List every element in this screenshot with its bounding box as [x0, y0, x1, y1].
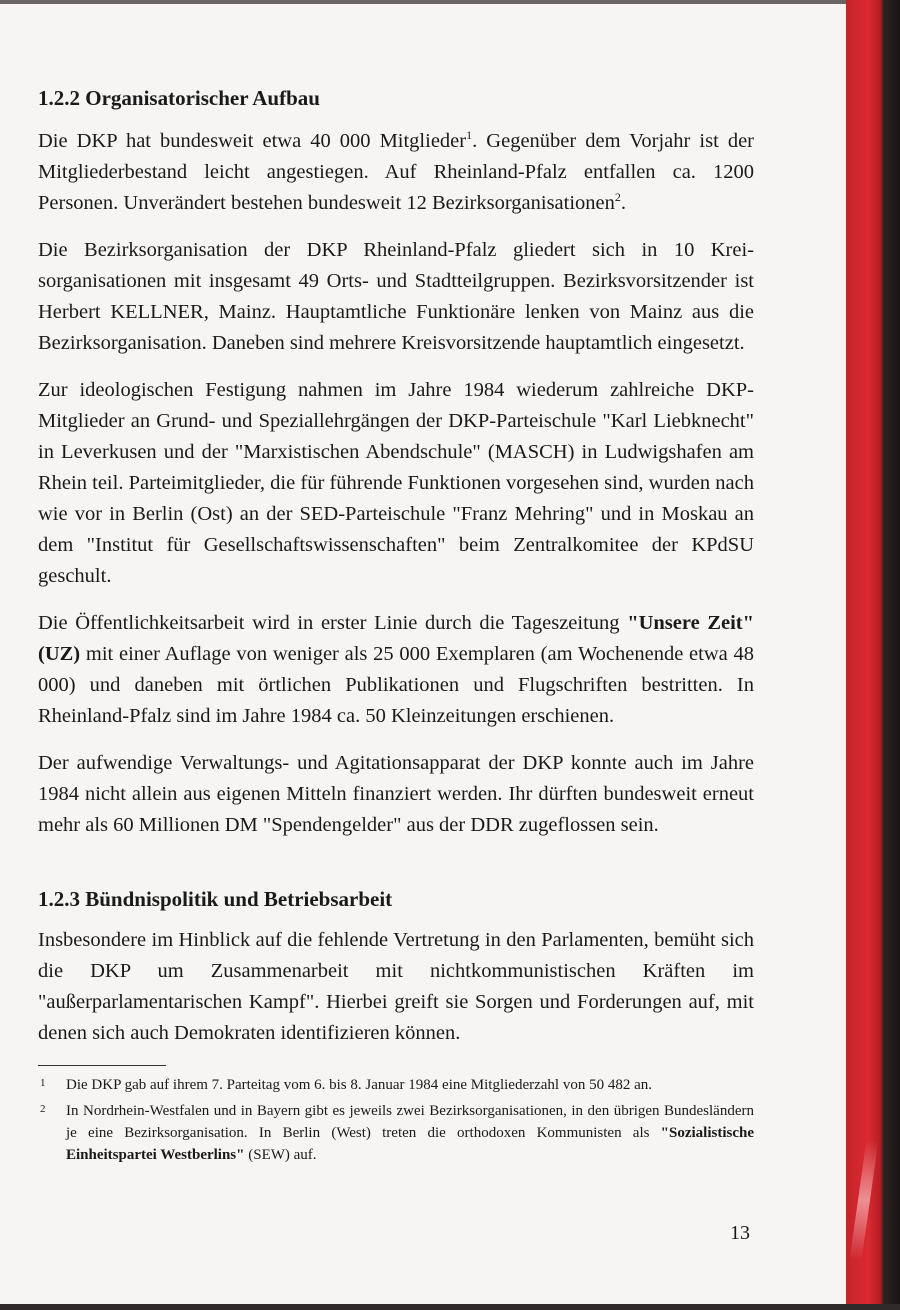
paragraph-text: Die DKP hat bundesweit etwa 40 000 Mitglieder — [38, 130, 467, 152]
scan-bottom-edge — [0, 1304, 900, 1310]
footnote-text-part: (SEW) auf. — [244, 1147, 317, 1163]
footnote-1 — [38, 1074, 754, 1096]
paragraph-text: . Gegenüber dem Vorjahr ist der Mitgliederbestand leicht angestiegen. Auf Rheinland-Pfalz entfallen ca. 1200 Personen. Unverändert bestehen bundesweit 12 Bezirksorganisationen — [38, 130, 754, 214]
paragraph-zusammenarbeit: Insbesondere im Hinblick auf die fehlende Vertretung in den Parlamenten, bemüht sich die DKP um Zusammenarbeit mit nichtkommunistischen Kräften im "außerparlamentarischen Kampf". Hierbei greift sie Sorgen und Forderungen auf, mit denen sich auch Demokraten identifizieren können. — [38, 929, 754, 1044]
paragraph-text: Die Öffentlichkeitsarbeit wird in erster Linie durch die Tageszeitung — [38, 612, 628, 634]
page-content — [38, 84, 754, 1170]
footnote-mark: 1 — [40, 1077, 46, 1089]
footnote-text: Die DKP gab auf ihrem 7. Parteitag vom 6. bis 8. Januar 1984 eine Mitgliederzahl von 50 482 an. — [66, 1077, 652, 1093]
page-number: 13 — [730, 1222, 750, 1244]
footnote-text-part: In Nordrhein-Westfalen und in Bayern gibt es jeweils zwei Bezirksorganisationen, in den übrigen Bundesländern je eine Bezirksorganisation. In Berlin (West) treten die orthodoxen Kommunisten als — [66, 1103, 754, 1141]
book-page — [0, 4, 846, 1306]
paragraph-text: mit einer Auflage von weniger als 25 000 Exemplaren (am Wochenende etwa 48 000) und daneben mit örtlichen Publikationen und Flugschriften bestritten. In Rheinland-Pfalz sind im Jahre 1984 ca. 50 Kleinzeitungen erschienen. — [38, 643, 754, 727]
footnote-2 — [38, 1100, 754, 1166]
section-heading-organisatorischer-aufbau: 1.2.2 Organisatorischer Aufbau — [38, 86, 320, 110]
paragraph-oeffentlichkeitsarbeit — [38, 608, 754, 732]
footnote-divider — [38, 1065, 166, 1066]
newspaper-name: "Unsere Zeit" (UZ) — [38, 612, 754, 665]
section-heading-buendnispolitik: 1.2.3 Bündnispolitik und Betriebsarbeit — [38, 887, 393, 911]
party-name: "Sozialistische Einheitspartei Westberlins" — [66, 1125, 754, 1163]
book-spine-red — [846, 0, 900, 1310]
footnote-text — [66, 1100, 754, 1166]
paragraph-text: . — [620, 192, 627, 214]
paragraph-mitglieder — [38, 126, 754, 219]
footnote-ref-1[interactable]: 1 — [466, 128, 473, 142]
footnote-mark: 2 — [40, 1103, 46, 1115]
paragraph-ideologische-festigung: Zur ideologischen Festigung nahmen im Jahre 1984 wiederum zahlreiche DKP-Mitglieder an Grund- und Speziallehrgängen der DKP-Parteischule "Karl Liebknecht" in Leverkusen und der "Marxistischen Abendschule" (MASCH) in Ludwigshafen am Rhein teil. Parteimitglieder, die für führende Funktionen vorgesehen sind, wurden nach wie vor in Berlin (Ost) an der SED-Parteischule "Franz Mehring" und in Moskau an dem "Institut für Gesellschaftswissenschaften" beim Zentralkomitee der KPdSU geschult. — [38, 379, 754, 587]
footnote-ref-2[interactable]: 2 — [614, 190, 621, 204]
paragraph-bezirksorganisation: Die Bezirksorganisation der DKP Rheinland-Pfalz gliedert sich in 10 Kreisorganisationen mit insgesamt 49 Orts- und Stadtteilgruppen. Bezirksvorsitzender ist Herbert KELLNER, Mainz. Hauptamtliche Funktionäre lenken von Mainz aus die Bezirksorganisation. Daneben sind mehrere Kreisvorsitzende hauptamtlich eingesetzt. — [38, 239, 754, 354]
paragraph-finanzierung: Der aufwendige Verwaltungs- und Agitationsapparat der DKP konnte auch im Jahre 1984 nicht allein aus eigenen Mitteln finanziert werden. Ihr dürften bundesweit erneut mehr als 60 Millionen DM "Spendengelder" aus der DDR zugeflossen sein. — [38, 752, 754, 836]
